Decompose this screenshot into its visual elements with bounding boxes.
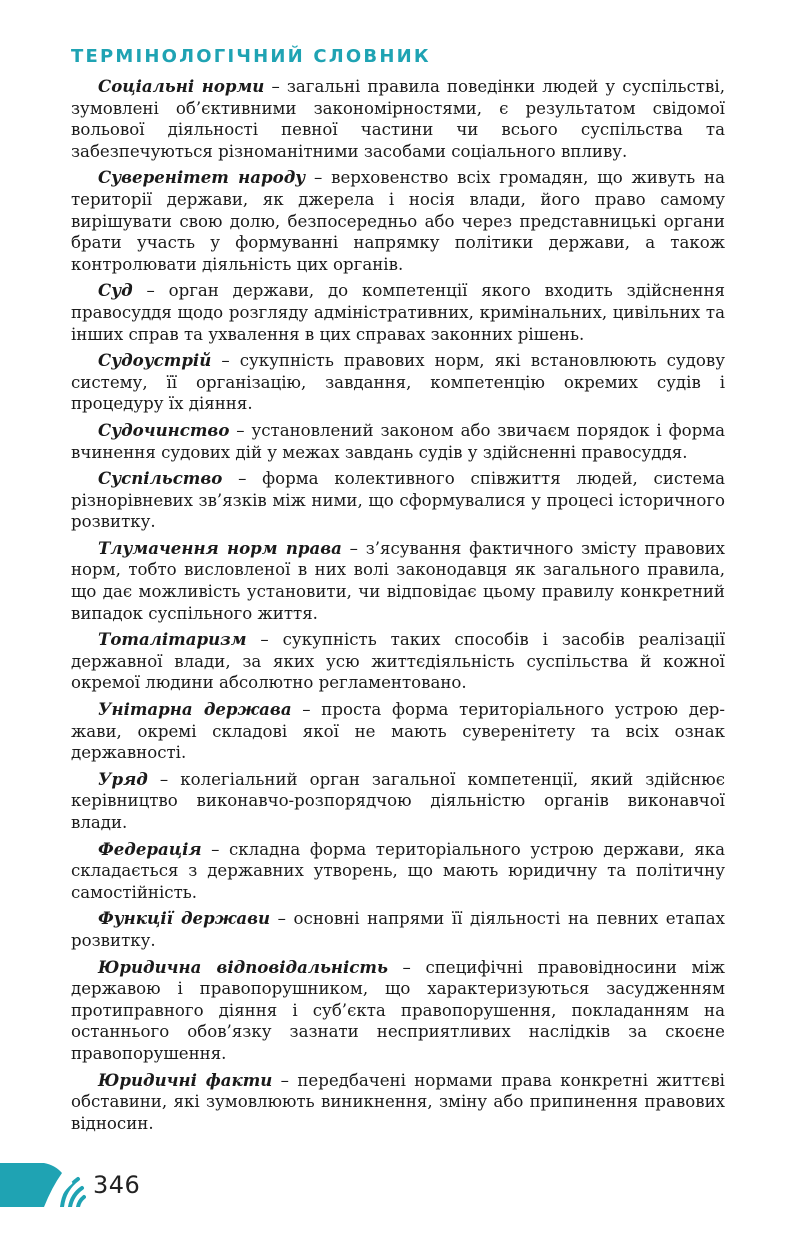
- glossary-definition: – установлений законом або звичаєм порядок і форма вчинення судових дій у межах завдань судів у здійсненні правосуддя.: [71, 420, 725, 462]
- glossary-entry: [71, 629, 725, 694]
- glossary-definition: – сукупність правових норм, які встановлюють судову систему, її організацію, завдання, компетенцію окремих судів і процедуру їх діяння.: [71, 351, 725, 414]
- signal-waves-icon: [0, 1163, 86, 1207]
- glossary-entry: [71, 468, 725, 533]
- glossary-definition: – колегіальний орган загальної компетенції, який здійснює керівництво виконавчо-розпорядчою діяльністю органів виконавчої влади.: [71, 769, 725, 832]
- glossary-definition: – специфічні правовідносини між державою і правопорушником, що характеризуються засудженням протиправного діяння і суб’єкта правопорушення, покладанням на останнього обов’язку зазнати несприятливих наслідків за скоєне правопорушення.: [71, 957, 725, 1063]
- glossary-entry: [71, 908, 725, 951]
- glossary-entry: [71, 1070, 725, 1135]
- glossary-entry: [71, 420, 725, 463]
- glossary-entry: [71, 699, 725, 764]
- glossary-definition: – орган держави, до компетенції якого входить здійснення правосуддя щодо розгляду адміністративних, кримінальних, цивільних та інших справ та ухвалення в цих справах законних рішень.: [71, 281, 725, 344]
- glossary-definition: – з’ясування фактичного змісту правових норм, тобто висловленої в них волі законодавця як загального правила, що дає можливість установити, чи відповідає цьому правилу конкретний випадок суспільного життя.: [71, 538, 725, 623]
- glossary-term: Соціальні норми: [98, 76, 265, 96]
- glossary-term: Федерація: [98, 838, 202, 859]
- glossary-term: Тоталітаризм: [98, 629, 247, 650]
- glossary-definition: – форма колективного співжиття людей, система різнорівневих зв’язків між ними, що сформувалися у процесі історичного розвитку.: [71, 469, 725, 532]
- glossary-term: Суспільство: [98, 468, 223, 489]
- glossary-term: Функції держави: [98, 908, 271, 929]
- glossary-definition: – верховенство всіх громадян, що живуть на території держави, як джерела і носія влади, його право самому вирішувати свою долю, безпосередньо або через представницькі органи брати участь у формуванні напрямку політики держави, а також контролювати діяльність цих органів.: [71, 168, 725, 274]
- glossary-entry: [71, 538, 725, 624]
- glossary-entry: [71, 167, 725, 275]
- glossary-definition: – проста форма територіального устрою держави, окремі складові якої не мають суверенітету та всіх ознак державності.: [71, 700, 726, 763]
- glossary-entry: [71, 957, 725, 1065]
- page-title: ТЕРМІНОЛОГІЧНИЙ СЛОВНИК: [71, 46, 431, 67]
- glossary-body: [71, 76, 725, 1139]
- glossary-entry: [71, 280, 725, 345]
- glossary-term: Юридична відповідальність: [98, 956, 388, 977]
- glossary-definition: – передбачені нормами права конкретні життєві обставини, які зумовлюють виникнення, зміну або припинення правових відносин.: [71, 1070, 725, 1133]
- glossary-term: Юридичні факти: [98, 1069, 273, 1090]
- glossary-term: Суверенітет народу: [98, 167, 306, 188]
- glossary-definition: – сукупність таких способів і засобів реалізації державної влади, за яких усю життєдіяльність суспільства й кожної окремої людини абсолютно регламентовано.: [71, 630, 725, 693]
- glossary-term: Унітарна держава: [98, 699, 292, 720]
- glossary-entry: [71, 350, 725, 415]
- glossary-entry: [71, 769, 725, 834]
- glossary-definition: – загальні правила поведінки людей у суспільстві, зумовлені об’єктивними закономірностями, є результатом свідомої вольової діяльності певної частини чи всього суспільства та забезпечуються різноманітними засобами соціального впливу.: [71, 77, 725, 161]
- page-number: 346: [93, 1171, 141, 1199]
- glossary-term: Судочинство: [98, 419, 230, 440]
- glossary-term: Тлумачення норм права: [98, 537, 342, 558]
- glossary-definition: – основні напрями її діяльності на певних етапах розвитку.: [71, 909, 725, 950]
- glossary-term: Судоустрій: [98, 350, 212, 371]
- glossary-definition: – складна форма територіального устрою держави, яка складається з державних утворень, що мають юридичну та політичну самостійність.: [71, 839, 725, 902]
- glossary-entry: [71, 839, 725, 904]
- glossary-entry: [71, 76, 725, 162]
- glossary-term: Уряд: [98, 768, 148, 789]
- glossary-term: Суд: [98, 280, 133, 301]
